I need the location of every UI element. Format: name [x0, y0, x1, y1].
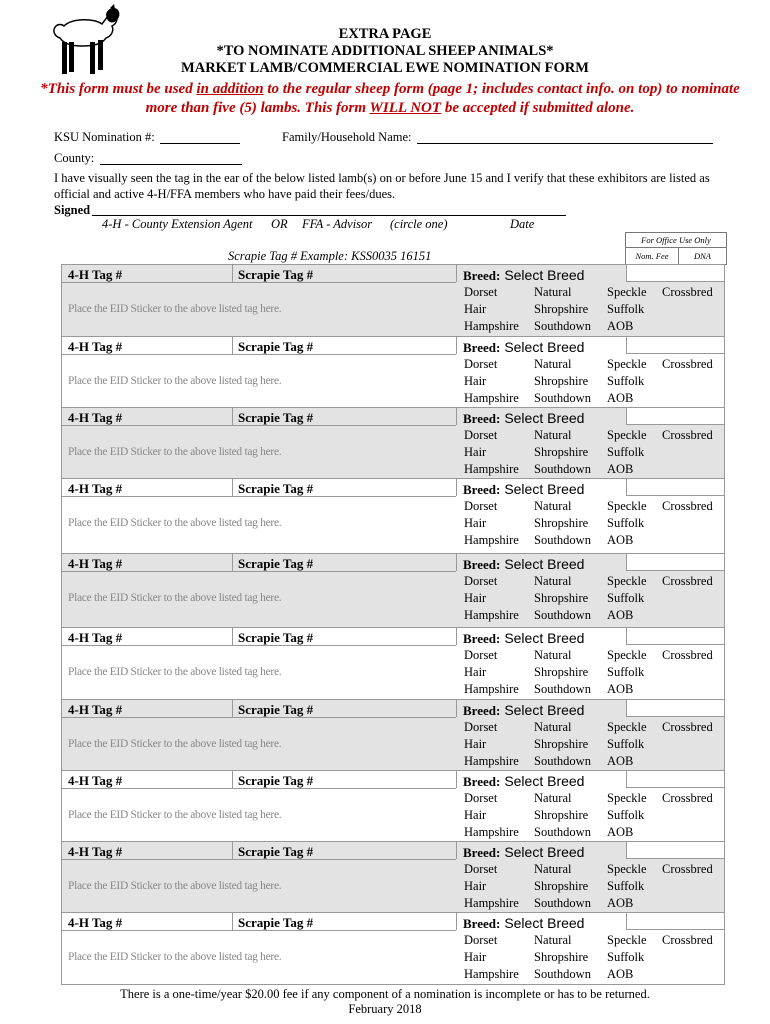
- office-nom-fee-cell: [626, 408, 676, 425]
- breed-select[interactable]: Select Breed: [504, 773, 585, 789]
- breed-option[interactable]: Dorset: [464, 285, 498, 299]
- breed-select[interactable]: Select Breed: [504, 410, 585, 426]
- eid-sticker-area[interactable]: Place the EID Sticker to the above listed tag here.: [68, 738, 282, 750]
- breed-option[interactable]: Speckle: [607, 791, 647, 805]
- breed-option[interactable]: Hair: [464, 879, 487, 893]
- table-row: [62, 628, 724, 700]
- column-divider: [456, 700, 457, 717]
- breed-option[interactable]: Crossbred: [662, 933, 713, 947]
- breed-option[interactable]: Natural: [534, 720, 572, 734]
- office-nom-fee-cell: [626, 842, 676, 859]
- breed-option[interactable]: Shropshire: [534, 665, 589, 679]
- breed-option[interactable]: Southdown: [534, 825, 591, 839]
- breed-label: Breed:: [463, 845, 501, 860]
- breed-option[interactable]: Natural: [534, 648, 572, 662]
- notice: [40, 80, 740, 118]
- breed-option[interactable]: AOB: [607, 682, 634, 696]
- column-divider: [456, 771, 457, 788]
- breed-select[interactable]: Select Breed: [504, 267, 585, 283]
- breed-option[interactable]: Suffolk: [607, 879, 645, 893]
- table-row: [62, 408, 724, 479]
- breed-option[interactable]: Suffolk: [607, 374, 645, 388]
- scrapie-tag-label[interactable]: Scrapie Tag #: [238, 630, 314, 645]
- column-divider: [232, 408, 233, 425]
- tag-label[interactable]: 4-H Tag #: [68, 773, 123, 788]
- column-divider: [456, 913, 457, 930]
- tag-label[interactable]: 4-H Tag #: [68, 481, 123, 496]
- scrapie-tag-label[interactable]: Scrapie Tag #: [238, 481, 314, 496]
- breed-label: Breed:: [463, 557, 501, 572]
- tag-label[interactable]: 4-H Tag #: [68, 630, 123, 645]
- table-row: [62, 842, 724, 913]
- row-divider: [62, 354, 456, 355]
- signature-circle-one: (circle one): [390, 217, 448, 231]
- table-row: [62, 771, 724, 842]
- office-use-title: For Office Use Only: [626, 233, 726, 248]
- breed-field[interactable]: [463, 410, 584, 427]
- eid-sticker-area[interactable]: Place the EID Sticker to the above listed tag here.: [68, 517, 282, 529]
- breed-option[interactable]: Crossbred: [662, 791, 713, 805]
- tag-label[interactable]: 4-H Tag #: [68, 267, 123, 282]
- signature-date: Date: [510, 217, 535, 231]
- breed-option[interactable]: Shropshire: [534, 879, 589, 893]
- breed-label: Breed:: [463, 774, 501, 789]
- breed-field[interactable]: [463, 773, 584, 790]
- column-divider: [232, 337, 233, 354]
- column-divider: [456, 628, 457, 645]
- breed-option[interactable]: Hampshire: [464, 319, 519, 333]
- breed-option[interactable]: AOB: [607, 462, 634, 476]
- office-dna-cell: [674, 913, 724, 930]
- breed-option[interactable]: AOB: [607, 754, 634, 768]
- breed-option[interactable]: Speckle: [607, 574, 647, 588]
- breed-option[interactable]: Shropshire: [534, 302, 589, 316]
- breed-option[interactable]: Hair: [464, 808, 487, 822]
- breed-option[interactable]: Natural: [534, 499, 572, 513]
- breed-option[interactable]: AOB: [607, 391, 634, 405]
- breed-option[interactable]: Hair: [464, 737, 487, 751]
- column-divider: [232, 771, 233, 788]
- breed-option[interactable]: Hampshire: [464, 967, 519, 981]
- breed-option[interactable]: Hampshire: [464, 825, 519, 839]
- breed-option[interactable]: Shropshire: [534, 374, 589, 388]
- table-row: [62, 700, 724, 771]
- column-divider: [232, 628, 233, 645]
- column-divider: [456, 337, 457, 354]
- breed-option[interactable]: Hair: [464, 950, 487, 964]
- breed-option[interactable]: Shropshire: [534, 516, 589, 530]
- column-divider: [456, 842, 457, 859]
- scrapie-tag-label[interactable]: Scrapie Tag #: [238, 844, 314, 859]
- column-divider: [232, 265, 233, 282]
- ksu-nomination-field[interactable]: [160, 143, 240, 144]
- scrapie-tag-label[interactable]: Scrapie Tag #: [238, 267, 314, 282]
- breed-label: Breed:: [463, 916, 501, 931]
- breed-option[interactable]: Suffolk: [607, 591, 645, 605]
- row-divider: [62, 930, 456, 931]
- scrapie-tag-label[interactable]: Scrapie Tag #: [238, 410, 314, 425]
- eid-sticker-area[interactable]: Place the EID Sticker to the above listed tag here.: [68, 951, 282, 963]
- breed-option[interactable]: Southdown: [534, 754, 591, 768]
- breed-option[interactable]: Southdown: [534, 533, 591, 547]
- eid-sticker-area[interactable]: Place the EID Sticker to the above listed tag here.: [68, 666, 282, 678]
- breed-option[interactable]: Southdown: [534, 682, 591, 696]
- scrapie-tag-label[interactable]: Scrapie Tag #: [238, 339, 314, 354]
- column-divider: [232, 554, 233, 571]
- office-dna-cell: [674, 842, 724, 859]
- notice-part2: in addition: [196, 81, 264, 97]
- breed-label: Breed:: [463, 631, 501, 646]
- signature-role-advisor: FFA - Advisor: [302, 217, 373, 231]
- tag-label[interactable]: 4-H Tag #: [68, 844, 123, 859]
- eid-sticker-area[interactable]: Place the EID Sticker to the above listed tag here.: [68, 446, 282, 458]
- office-dna-cell: [674, 408, 724, 425]
- ksu-nomination-label: KSU Nomination #:: [54, 130, 155, 144]
- breed-option[interactable]: Hampshire: [464, 682, 519, 696]
- county-field[interactable]: [100, 164, 242, 165]
- header-nominate: *TO NOMINATE ADDITIONAL SHEEP ANIMALS*: [216, 43, 554, 59]
- breed-option[interactable]: Southdown: [534, 896, 591, 910]
- breed-option[interactable]: Hair: [464, 591, 487, 605]
- breed-option[interactable]: Southdown: [534, 391, 591, 405]
- breed-option[interactable]: Natural: [534, 862, 572, 876]
- breed-option[interactable]: Speckle: [607, 648, 647, 662]
- breed-option[interactable]: Suffolk: [607, 737, 645, 751]
- eid-sticker-area[interactable]: Place the EID Sticker to the above listed tag here.: [68, 880, 282, 892]
- breed-option[interactable]: Shropshire: [534, 808, 589, 822]
- breed-field[interactable]: [463, 702, 584, 719]
- breed-option[interactable]: Suffolk: [607, 302, 645, 316]
- signature-line[interactable]: [92, 215, 566, 216]
- office-nom-fee-cell: [626, 337, 676, 354]
- breed-option[interactable]: Shropshire: [534, 737, 589, 751]
- breed-option[interactable]: Dorset: [464, 720, 498, 734]
- breed-option[interactable]: Hair: [464, 516, 487, 530]
- office-col-nom-fee: Nom. Fee: [626, 248, 679, 264]
- breed-option[interactable]: Dorset: [464, 862, 498, 876]
- office-nom-fee-cell: [626, 265, 676, 282]
- nomination-table: [61, 264, 725, 985]
- eid-sticker-area[interactable]: Place the EID Sticker to the above listed tag here.: [68, 592, 282, 604]
- breed-option[interactable]: Shropshire: [534, 950, 589, 964]
- breed-option[interactable]: Speckle: [607, 720, 647, 734]
- column-divider: [232, 913, 233, 930]
- office-use-box: [625, 232, 727, 265]
- row-divider: [62, 788, 456, 789]
- scrapie-example: Scrapie Tag # Example: KSS0035 16151: [228, 249, 432, 263]
- breed-option[interactable]: Hampshire: [464, 462, 519, 476]
- eid-sticker-area[interactable]: Place the EID Sticker to the above listed tag here.: [68, 303, 282, 315]
- breed-field[interactable]: [463, 556, 584, 573]
- column-divider: [456, 265, 457, 282]
- office-col-dna: DNA: [694, 251, 711, 261]
- breed-option[interactable]: Crossbred: [662, 574, 713, 588]
- notice-part4: WILL NOT: [369, 100, 442, 116]
- notice-part1: *This form must be used: [40, 81, 197, 97]
- breed-option[interactable]: Dorset: [464, 357, 498, 371]
- breed-option[interactable]: Suffolk: [607, 516, 645, 530]
- breed-option[interactable]: AOB: [607, 825, 634, 839]
- breed-option[interactable]: Hair: [464, 374, 487, 388]
- row-divider: [62, 645, 456, 646]
- breed-label: Breed:: [463, 411, 501, 426]
- scrapie-tag-label[interactable]: Scrapie Tag #: [238, 915, 314, 930]
- breed-option[interactable]: AOB: [607, 967, 634, 981]
- office-dna-cell: [674, 700, 724, 717]
- office-dna-cell: [674, 265, 724, 282]
- breed-option[interactable]: AOB: [607, 608, 634, 622]
- office-nom-fee-cell: [626, 771, 676, 788]
- column-divider: [456, 408, 457, 425]
- breed-option[interactable]: Crossbred: [662, 648, 713, 662]
- scrapie-tag-label[interactable]: Scrapie Tag #: [238, 702, 314, 717]
- breed-option[interactable]: Hampshire: [464, 896, 519, 910]
- breed-option[interactable]: Natural: [534, 285, 572, 299]
- tag-label[interactable]: 4-H Tag #: [68, 702, 123, 717]
- header-extra-page: EXTRA PAGE: [338, 26, 432, 42]
- row-divider: [62, 717, 456, 718]
- breed-select[interactable]: Select Breed: [504, 915, 585, 931]
- family-name-label: Family/Household Name:: [282, 130, 412, 144]
- office-nom-fee-cell: [626, 913, 676, 930]
- breed-option[interactable]: Hair: [464, 445, 487, 459]
- breed-field[interactable]: [463, 844, 584, 861]
- notice-part5: be accepted if submitted alone.: [441, 100, 635, 116]
- breed-option[interactable]: Speckle: [607, 357, 647, 371]
- office-dna-cell: [674, 337, 724, 354]
- signature-or: OR: [271, 217, 288, 231]
- table-row: [62, 913, 724, 985]
- breed-option[interactable]: Southdown: [534, 608, 591, 622]
- breed-option[interactable]: Southdown: [534, 462, 591, 476]
- county-label: County:: [54, 151, 95, 165]
- office-dna-cell: [674, 771, 724, 788]
- row-divider: [62, 496, 456, 497]
- office-dna-cell: [674, 554, 724, 571]
- breed-label: Breed:: [463, 340, 501, 355]
- breed-option[interactable]: Hampshire: [464, 608, 519, 622]
- breed-option[interactable]: Speckle: [607, 428, 647, 442]
- breed-select[interactable]: Select Breed: [504, 702, 585, 718]
- header-form-title: MARKET LAMB/COMMERCIAL EWE NOMINATION FORM: [181, 60, 589, 76]
- breed-option[interactable]: Crossbred: [662, 720, 713, 734]
- breed-option[interactable]: Hair: [464, 665, 487, 679]
- breed-option[interactable]: Dorset: [464, 933, 498, 947]
- scrapie-tag-label[interactable]: Scrapie Tag #: [238, 773, 314, 788]
- breed-option[interactable]: Shropshire: [534, 591, 589, 605]
- column-divider: [456, 554, 457, 571]
- office-nom-fee-cell: [626, 700, 676, 717]
- row-divider: [62, 425, 456, 426]
- breed-option[interactable]: Hampshire: [464, 391, 519, 405]
- breed-option[interactable]: AOB: [607, 533, 634, 547]
- column-divider: [232, 842, 233, 859]
- breed-option[interactable]: Speckle: [607, 499, 647, 513]
- breed-option[interactable]: Suffolk: [607, 665, 645, 679]
- breed-option[interactable]: Natural: [534, 357, 572, 371]
- breed-option[interactable]: Natural: [534, 574, 572, 588]
- table-row: [62, 337, 724, 408]
- row-divider: [62, 859, 456, 860]
- table-row: [62, 265, 724, 337]
- breed-option[interactable]: Suffolk: [607, 445, 645, 459]
- breed-option[interactable]: Crossbred: [662, 499, 713, 513]
- footer-date: February 2018: [348, 1002, 422, 1016]
- breed-option[interactable]: Natural: [534, 933, 572, 947]
- eid-sticker-area[interactable]: Place the EID Sticker to the above listed tag here.: [68, 375, 282, 387]
- breed-option[interactable]: Crossbred: [662, 862, 713, 876]
- office-nom-fee-cell: [626, 554, 676, 571]
- signature-role-agent: 4-H - County Extension Agent: [102, 217, 253, 231]
- breed-field[interactable]: [463, 339, 584, 356]
- breed-option[interactable]: Dorset: [464, 648, 498, 662]
- breed-field[interactable]: [463, 630, 584, 647]
- breed-field[interactable]: [463, 481, 584, 498]
- breed-option[interactable]: Dorset: [464, 499, 498, 513]
- breed-option[interactable]: Dorset: [464, 428, 498, 442]
- breed-option[interactable]: Crossbred: [662, 428, 713, 442]
- office-dna-cell: [674, 479, 724, 496]
- breed-option[interactable]: Hair: [464, 302, 487, 316]
- notice-part3: to the regular sheep form (page 1; includes contact info. on top) to nominate more than five (5) lambs. This form: [145, 81, 740, 116]
- column-divider: [232, 700, 233, 717]
- breed-option[interactable]: Hampshire: [464, 533, 519, 547]
- breed-option[interactable]: Southdown: [534, 319, 591, 333]
- verification-statement: I have visually seen the tag in the ear of the below listed lamb(s) on or before June 15 and I verify that these exhibitors are listed as official and active 4-H/FFA members who have paid their fees/dues.: [54, 171, 710, 201]
- breed-option[interactable]: Suffolk: [607, 950, 645, 964]
- breed-option[interactable]: Crossbred: [662, 285, 713, 299]
- breed-option[interactable]: Dorset: [464, 791, 498, 805]
- breed-select[interactable]: Select Breed: [504, 481, 585, 497]
- office-nom-fee-cell: [626, 479, 676, 496]
- tag-label[interactable]: 4-H Tag #: [68, 339, 123, 354]
- breed-option[interactable]: Speckle: [607, 862, 647, 876]
- breed-option[interactable]: Suffolk: [607, 808, 645, 822]
- row-divider: [62, 571, 456, 572]
- breed-field[interactable]: [463, 915, 584, 932]
- tag-label[interactable]: 4-H Tag #: [68, 915, 123, 930]
- office-dna-cell: [674, 628, 724, 645]
- footer-fee-note: There is a one-time/year $20.00 fee if any component of a nomination is incomplete or has to be returned.: [120, 987, 650, 1001]
- breed-option[interactable]: Natural: [534, 428, 572, 442]
- breed-option[interactable]: Crossbred: [662, 357, 713, 371]
- family-name-field[interactable]: [417, 143, 713, 144]
- tag-label[interactable]: 4-H Tag #: [68, 556, 123, 571]
- breed-option[interactable]: Speckle: [607, 933, 647, 947]
- breed-option[interactable]: Southdown: [534, 967, 591, 981]
- scrapie-tag-label[interactable]: Scrapie Tag #: [238, 556, 314, 571]
- breed-label: Breed:: [463, 482, 501, 497]
- office-nom-fee-cell: [626, 628, 676, 645]
- breed-label: Breed:: [463, 703, 501, 718]
- breed-select[interactable]: Select Breed: [504, 844, 585, 860]
- breed-option[interactable]: Natural: [534, 791, 572, 805]
- breed-option[interactable]: Dorset: [464, 574, 498, 588]
- breed-select[interactable]: Select Breed: [504, 339, 585, 355]
- eid-sticker-area[interactable]: Place the EID Sticker to the above listed tag here.: [68, 809, 282, 821]
- table-row: [62, 554, 724, 628]
- breed-select[interactable]: Select Breed: [504, 630, 585, 646]
- breed-option[interactable]: Speckle: [607, 285, 647, 299]
- breed-option[interactable]: AOB: [607, 896, 634, 910]
- tag-label[interactable]: 4-H Tag #: [68, 410, 123, 425]
- row-divider: [62, 282, 456, 283]
- column-divider: [232, 479, 233, 496]
- signed-label: Signed: [54, 203, 91, 217]
- breed-option[interactable]: Hampshire: [464, 754, 519, 768]
- breed-option[interactable]: Shropshire: [534, 445, 589, 459]
- breed-select[interactable]: Select Breed: [504, 556, 585, 572]
- breed-label: Breed:: [463, 268, 501, 283]
- column-divider: [456, 479, 457, 496]
- breed-option[interactable]: AOB: [607, 319, 634, 333]
- table-row: [62, 479, 724, 554]
- breed-field[interactable]: [463, 267, 584, 284]
